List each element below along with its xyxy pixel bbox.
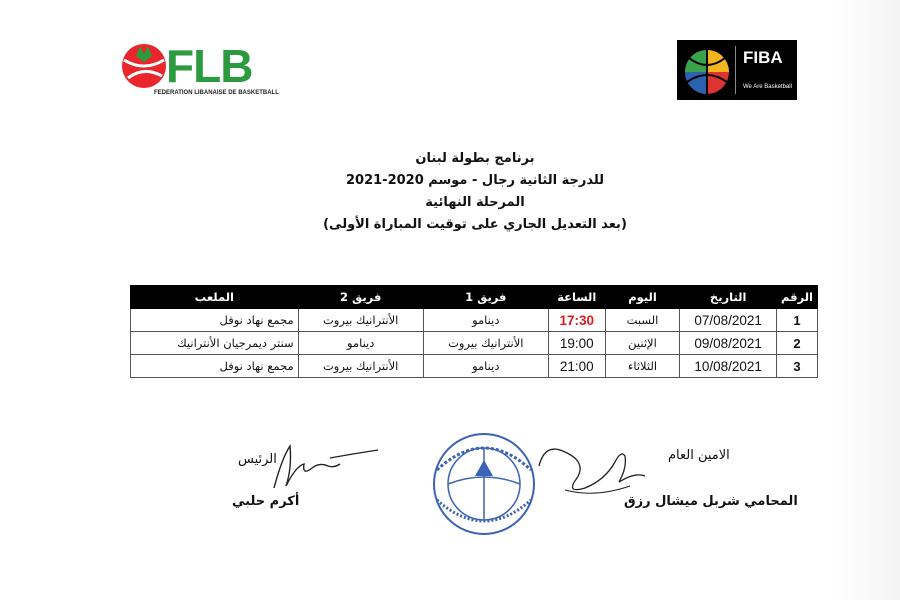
cell-date: 10/08/2021 <box>680 355 777 378</box>
fiba-tagline: We Are Basketball <box>743 84 792 90</box>
table-header-row <box>131 286 818 309</box>
cell-num: 1 <box>777 309 818 332</box>
fiba-logo <box>677 40 797 100</box>
cell-date: 09/08/2021 <box>680 332 777 355</box>
cell-venue: مجمع نهاد نوفل <box>131 309 299 332</box>
federation-stamp <box>425 430 543 538</box>
fiba-wordmark: FIBA <box>743 48 783 67</box>
flb-wordmark: FLB <box>166 40 253 92</box>
col-header-day: اليوم <box>605 286 680 309</box>
fiba-divider <box>735 46 736 94</box>
secretary-role: الامين العام <box>668 448 730 463</box>
title-line-3: المرحلة النهائية <box>425 195 525 210</box>
table-row <box>131 332 818 355</box>
president-role: الرئيس <box>238 452 277 467</box>
title-line-4: (بعد التعديل الجاري على توقيت المباراة الأولى) <box>323 217 627 232</box>
president-signature <box>268 438 383 496</box>
table-row <box>131 309 818 332</box>
cell-venue: مجمع نهاد نوفل <box>131 355 299 378</box>
cell-time: 19:00 <box>548 332 605 355</box>
cell-team1: دينامو <box>423 309 548 332</box>
document-title <box>300 148 650 236</box>
page-edge <box>830 0 900 600</box>
cell-team2: دينامو <box>298 332 423 355</box>
col-header-time: الساعة <box>548 286 605 309</box>
cell-num: 3 <box>777 355 818 378</box>
cell-day: الثلاثاء <box>605 355 680 378</box>
cell-team1: الأنترانيك بيروت <box>423 332 548 355</box>
cell-day: الإثنين <box>605 332 680 355</box>
fiba-globe-icon <box>679 42 735 98</box>
president-name: أكرم حلبي <box>232 494 300 509</box>
cell-date: 07/08/2021 <box>680 309 777 332</box>
cell-team1: دينامو <box>423 355 548 378</box>
cell-num: 2 <box>777 332 818 355</box>
secretary-name: المحامي شربل ميشال رزق <box>624 494 798 509</box>
flb-subtitle: FEDERATION LIBANAISE DE BASKETBALL <box>154 90 279 96</box>
cell-day: السبت <box>605 309 680 332</box>
table-row <box>131 355 818 378</box>
cell-time: 21:00 <box>548 355 605 378</box>
cell-team2: الأنترانيك بيروت <box>298 309 423 332</box>
col-header-num: الرقم <box>777 286 818 309</box>
col-header-team1: فريق 1 <box>423 286 548 309</box>
col-header-team2: فريق 2 <box>298 286 423 309</box>
schedule-table <box>130 285 818 378</box>
cell-team2: الأنترانيك بيروت <box>298 355 423 378</box>
secretary-signature <box>535 432 650 500</box>
title-line-2: للدرجة الثانية رجال - موسم 2020-2021 <box>345 173 605 188</box>
flb-logo <box>118 40 288 102</box>
col-header-venue: الملعب <box>131 286 299 309</box>
col-header-date: التاريخ <box>680 286 777 309</box>
cell-time: 17:30 <box>548 309 605 332</box>
title-line-1: برنامج بطولة لبنان <box>415 151 535 166</box>
cell-venue: سنتر ديمرجيان الأنترانيك <box>131 332 299 355</box>
